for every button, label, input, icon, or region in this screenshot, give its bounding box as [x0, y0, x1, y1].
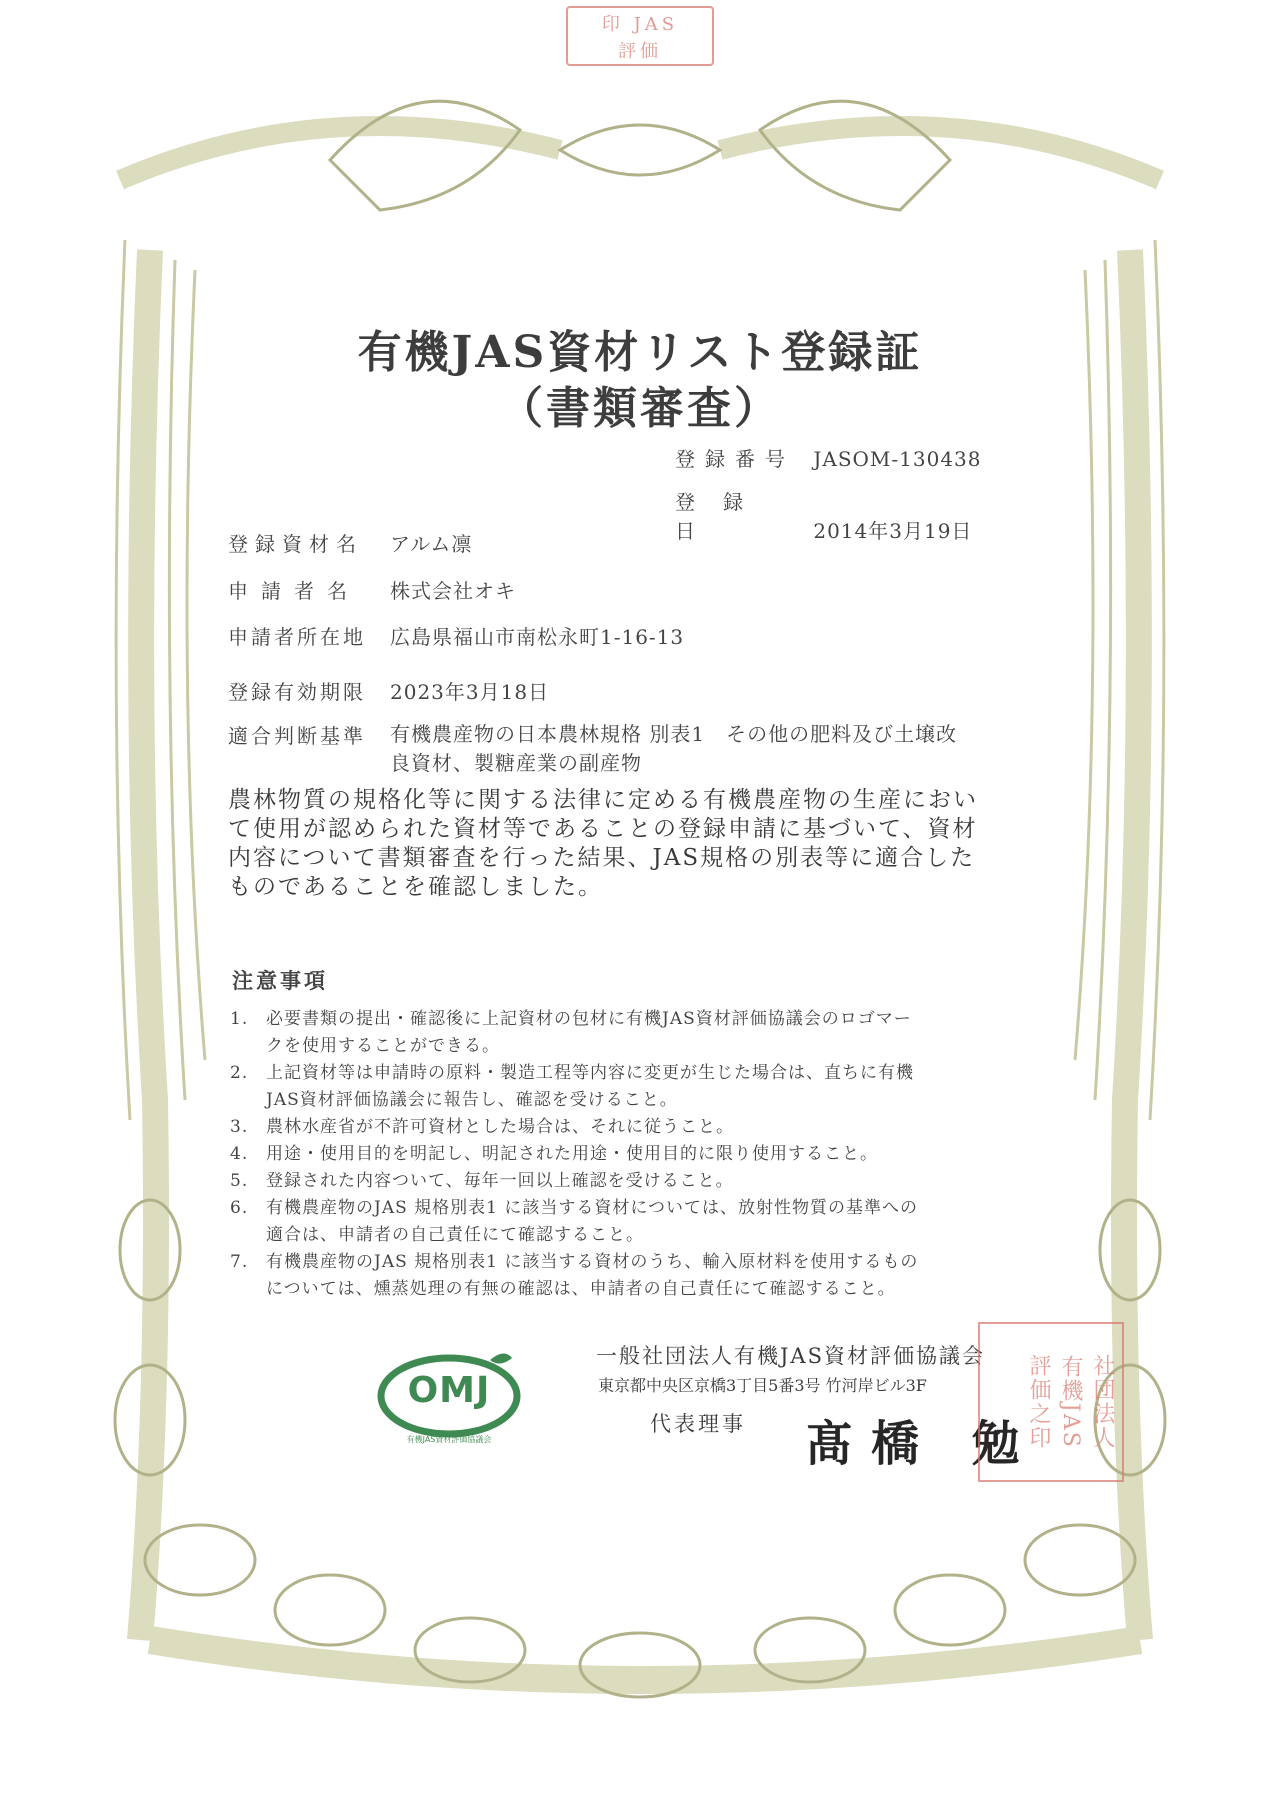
note-number: 6. — [230, 1198, 249, 1218]
note-line: クを使用することができる。 — [266, 1036, 500, 1056]
note-number: 3. — [230, 1117, 249, 1137]
representative-title: 代表理事 — [650, 1412, 746, 1436]
logo-subtext: 有機JAS資材評価協議会 — [406, 1435, 492, 1444]
applicant-address-value: 広島県福山市南松永町1-16-13 — [390, 625, 685, 649]
note-item — [230, 1141, 1040, 1168]
registration-date-label: 登録日 — [675, 490, 771, 543]
note-line: 登録された内容ついて、毎年一回以上確認を受けること。 — [266, 1171, 734, 1191]
criteria-value — [390, 720, 957, 778]
registration-date-value: 2014年3月19日 — [813, 519, 973, 543]
certification-statement — [228, 786, 1028, 902]
note-line: 必要書類の提出・確認後に上記資材の包材に有機JAS資材評価協議会のロゴマー — [266, 1009, 912, 1029]
note-line: については、燻蒸処理の有無の確認は、申請者の自己責任にて確認すること。 — [266, 1279, 896, 1299]
logo-text: OMJ — [407, 1370, 491, 1411]
registration-number-row — [675, 443, 982, 472]
note-line: 農林水産省が不許可資材とした場合は、それに従うこと。 — [266, 1117, 734, 1137]
applicant-name-value: 株式会社オキ — [390, 579, 516, 603]
statement-line-4: ものであることを確認しました。 — [228, 874, 603, 900]
note-number: 2. — [230, 1063, 249, 1083]
criteria-label: 適合判断基準 — [228, 724, 366, 748]
note-number: 1. — [230, 1009, 249, 1029]
notes-list — [230, 1006, 1040, 1303]
validity-value: 2023年3月18日 — [390, 680, 550, 704]
registration-number-value: JASOM-130438 — [813, 447, 982, 471]
note-item — [230, 1168, 1040, 1195]
omj-logo — [372, 1346, 526, 1454]
statement-line-2: て使用が認められた資材等であることの登録申請に基づいて、資材 — [228, 816, 978, 842]
note-item — [230, 1249, 1040, 1303]
note-item — [230, 1114, 1040, 1141]
note-line: 適合は、申請者の自己責任にて確認すること。 — [266, 1225, 644, 1245]
note-line: 有機農産物のJAS 規格別表1 に該当する資材については、放射性物質の基準への — [266, 1198, 919, 1218]
note-line: 用途・使用目的を明記し、明記された用途・使用目的に限り使用すること。 — [266, 1144, 878, 1164]
applicant-address-label: 申請者所在地 — [228, 625, 366, 649]
statement-line-1: 農林物質の規格化等に関する法律に定める有機農産物の生産におい — [228, 787, 978, 813]
note-item — [230, 1195, 1040, 1249]
certificate-subtitle: （書類審査） — [499, 383, 781, 434]
note-number: 7. — [230, 1252, 249, 1272]
note-line: JAS資材評価協議会に報告し、確認を受けること。 — [266, 1090, 678, 1110]
note-item — [230, 1060, 1040, 1114]
note-line: 上記資材等は申請時の原料・製造工程等内容に変更が生じた場合は、直ちに有機 — [266, 1063, 914, 1083]
statement-line-3: 内容について書類審査を行った結果、JAS規格の別表等に適合した — [228, 845, 976, 871]
notes-heading: 注意事項 — [232, 968, 328, 993]
criteria-line-1: 有機農産物の日本農林規格 別表1 その他の肥料及び土壌改 — [390, 722, 958, 746]
material-name-label: 登録資材名 — [228, 532, 363, 556]
issuer-organization: 一般社団法人有機JAS資材評価協議会 — [596, 1344, 985, 1368]
note-number: 5. — [230, 1171, 249, 1191]
issuer-address: 東京都中央区京橋3丁目5番3号 竹河岸ビル3F — [598, 1376, 927, 1395]
validity-label: 登録有効期限 — [228, 680, 366, 704]
registration-date-row — [675, 486, 972, 544]
top-seal-stamp: 印 JAS 評価 — [566, 6, 714, 66]
registration-number-label: 登録番号 — [675, 447, 795, 471]
certificate-title: 有機JAS資材リスト登録証 — [357, 327, 923, 378]
material-name-value: アルム凛 — [390, 532, 473, 556]
representative-name: 髙橋 勉 — [805, 1416, 1038, 1472]
note-number: 4. — [230, 1144, 249, 1164]
criteria-line-2: 良資材、製糖産業の副産物 — [390, 751, 642, 775]
note-item — [230, 1006, 1040, 1060]
note-line: 有機農産物のJAS 規格別表1 に該当する資材のうち、輸入原材料を使用するもの — [266, 1252, 919, 1272]
official-seal-stamp: 社団法人 有機JAS 評価之印 — [978, 1322, 1124, 1482]
applicant-name-label: 申請者名 — [228, 579, 360, 603]
